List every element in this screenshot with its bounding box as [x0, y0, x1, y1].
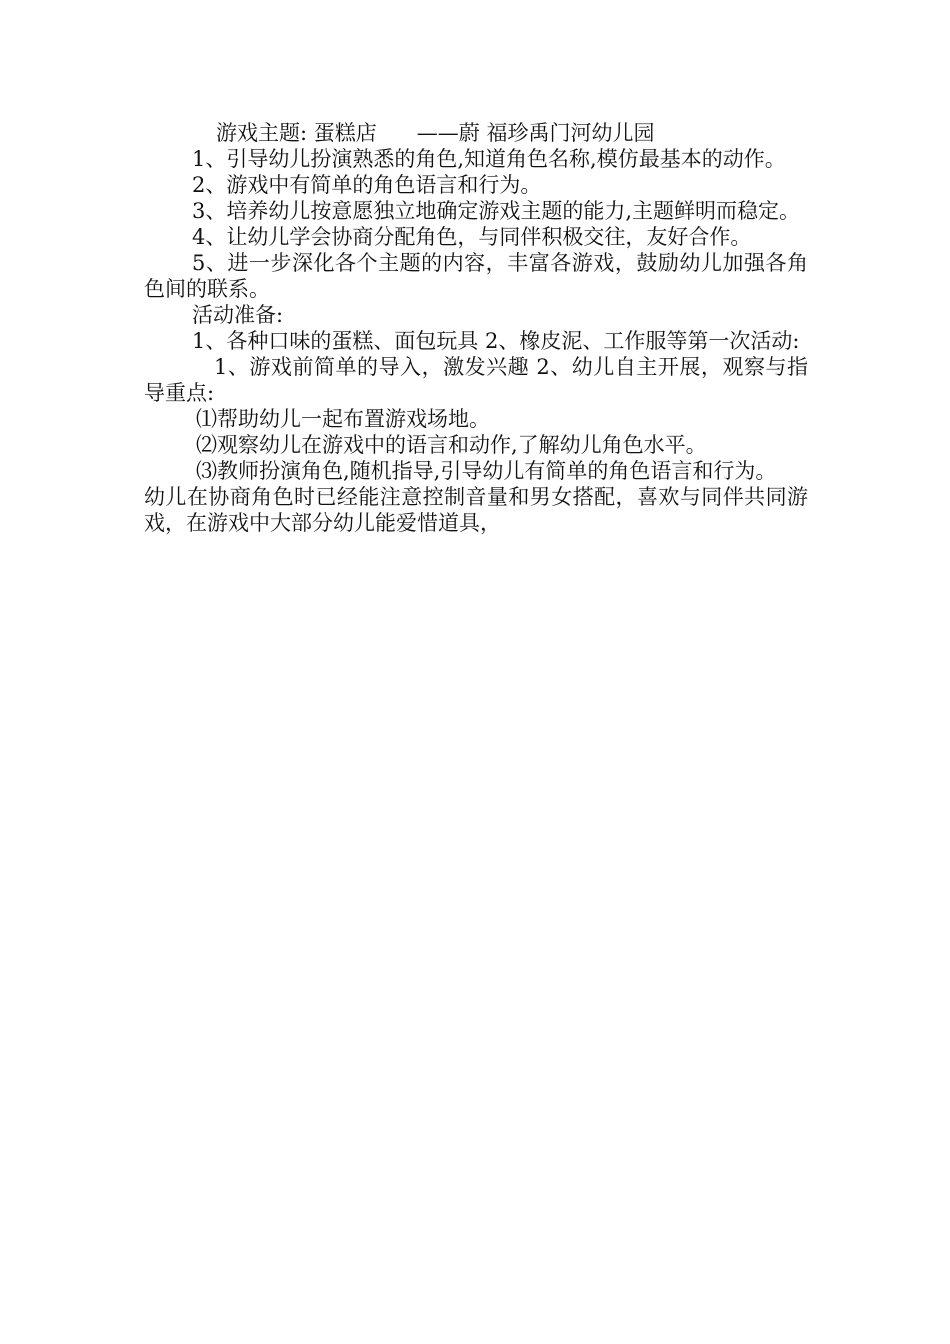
preparation-heading: 活动准备:	[192, 303, 284, 327]
reflection-text: 幼儿在协商角色时已经能注意控制音量和男女搭配，喜欢与同伴共同游戏，在游戏中大部分幼儿能爱惜道具，	[144, 485, 808, 535]
goal-item-1: 1、引导幼儿扮演熟悉的角色,知道角色名称,模仿最基本的动作。	[192, 147, 786, 171]
preparation-text: 1、各种口味的蛋糕、面包玩具 2、橡皮泥、工作服等第一次活动:	[192, 329, 800, 353]
activity-text: 1、游戏前简单的导入，激发兴趣 2、幼儿自主开展，观察与指导重点:	[144, 355, 808, 405]
guidance-item-3: ⑶教师扮演角色,随机指导,引导幼儿有简单的角色语言和行为。	[196, 459, 777, 483]
goal-item-4: 4、让幼儿学会协商分配角色，与同伴积极交往，友好合作。	[192, 225, 752, 249]
goal-item-5: 5、进一步深化各个主题的内容，丰富各游戏，鼓励幼儿加强各角色间的联系。	[144, 251, 808, 301]
guidance-item-2: ⑵观察幼儿在游戏中的语言和动作,了解幼儿角色水平。	[196, 433, 707, 457]
guidance-item-1: ⑴帮助幼儿一起布置游戏场地。	[196, 407, 490, 431]
document-title: 游戏主题: 蛋糕店 ——蔚 福珍禹门河幼儿园	[216, 121, 655, 145]
goal-item-3: 3、培养幼儿按意愿独立地确定游戏主题的能力,主题鲜明而稳定。	[192, 199, 801, 223]
document-body	[144, 120, 808, 536]
goal-item-2: 2、游戏中有简单的角色语言和行为。	[192, 173, 542, 197]
